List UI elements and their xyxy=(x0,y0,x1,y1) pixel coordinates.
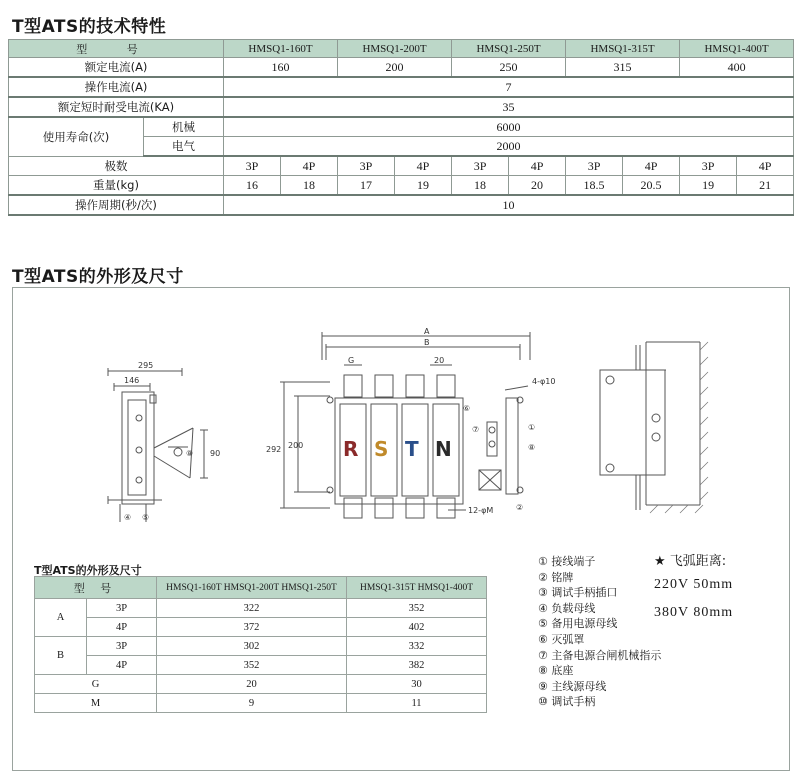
table-cell: 352 xyxy=(157,656,347,675)
table-cell: 6000 xyxy=(224,117,794,137)
table-row xyxy=(35,694,487,713)
weight-cell: 19 xyxy=(395,176,452,196)
table-cell: 402 xyxy=(347,618,487,637)
model-cell: HMSQ1-200T xyxy=(338,40,452,58)
dimension-table xyxy=(34,576,487,713)
model-label: 型 号 xyxy=(9,40,224,58)
right-view-drawing xyxy=(600,342,700,510)
callout-4: ④ xyxy=(124,513,132,522)
table-cell: 10 xyxy=(224,195,794,215)
pole-cell: 4P xyxy=(737,156,794,176)
model-cell: HMSQ1-315T xyxy=(566,40,680,58)
table-row xyxy=(35,618,487,637)
hole-12-label: 12-φM xyxy=(468,506,494,515)
weight-cell: 16 xyxy=(224,176,281,196)
pole-cell: 3P xyxy=(338,156,395,176)
pole-cell: 3P xyxy=(87,599,157,618)
dimension-header-row xyxy=(35,577,487,599)
dim-a-label: A xyxy=(424,327,430,336)
pole-cell: 3P xyxy=(566,156,623,176)
legend-item: ⑨ 主线源母线 xyxy=(538,679,607,693)
weight-cell: 18 xyxy=(281,176,338,196)
hole-4-label: 4-φ10 xyxy=(532,377,556,386)
arc-distance-220v: 220V 50mm xyxy=(654,577,734,592)
dimension-table-title: T型ATS的外形及尺寸 xyxy=(34,564,142,577)
dim-295-label: 295 xyxy=(138,361,154,370)
pole-cell: 4P xyxy=(87,618,157,637)
arc-distance-label: 飞弧距离: xyxy=(669,554,727,569)
weight-cell: 21 xyxy=(737,176,794,196)
phase-r: R xyxy=(343,437,359,461)
dim-letter: M xyxy=(35,694,157,713)
arc-distance-380v: 380V 80mm xyxy=(654,605,734,620)
table-cell: 9 xyxy=(157,694,347,713)
legend-item: ① 接线端子 xyxy=(538,555,596,568)
star-icon: ★ xyxy=(654,554,666,569)
pole-cell: 4P xyxy=(281,156,338,176)
dim-90-label: 90 xyxy=(210,449,221,458)
callout-7: ⑦ xyxy=(472,425,480,434)
arc-distance-note xyxy=(654,550,733,621)
legend-item: ⑦ 主备电源合闸机械指示 xyxy=(538,648,662,662)
pole-cell: 4P xyxy=(87,656,157,675)
callout-8: ⑧ xyxy=(186,449,194,458)
pole-cell: 3P xyxy=(224,156,281,176)
row-label: 操作电流(A) xyxy=(9,77,224,97)
pole-cell: 4P xyxy=(395,156,452,176)
table-cell: 332 xyxy=(347,637,487,656)
row-label: 额定短时耐受电流(KA) xyxy=(9,97,224,117)
pole-cell: 3P xyxy=(452,156,509,176)
model-cell: HMSQ1-250T xyxy=(452,40,566,58)
row-label: 极数 xyxy=(9,156,224,176)
callout-2: ② xyxy=(516,503,524,512)
legend-item: ③ 调试手柄插口 xyxy=(538,586,618,600)
callout-6: ⑥ xyxy=(463,404,471,413)
model-label: 型 号 xyxy=(35,577,157,599)
weight-cell: 20 xyxy=(509,176,566,196)
weight-cell: 17 xyxy=(338,176,395,196)
weight-cell: 18.5 xyxy=(566,176,623,196)
table-cell: 200 xyxy=(338,58,452,78)
table-cell: 20 xyxy=(157,675,347,694)
side-view-drawing xyxy=(108,368,208,522)
row-label: 额定电流(A) xyxy=(9,58,224,78)
table-cell: 400 xyxy=(680,58,794,78)
phase-s: S xyxy=(374,437,389,461)
pole-cell: 4P xyxy=(623,156,680,176)
table-cell: 352 xyxy=(347,599,487,618)
table-cell: 11 xyxy=(347,694,487,713)
legend-item: ⑩ 调试手柄 xyxy=(538,695,596,709)
table-cell: 7 xyxy=(224,77,794,97)
dim-b-label: B xyxy=(424,338,430,347)
table-cell: 372 xyxy=(157,618,347,637)
phase-t: T xyxy=(405,437,419,461)
wall-hatching xyxy=(650,342,708,513)
row-sublabel: 电气 xyxy=(144,137,224,157)
weight-cell: 20.5 xyxy=(623,176,680,196)
model-group-2: HMSQ1-315T HMSQ1-400T xyxy=(347,577,487,599)
callout-8-front: ⑧ xyxy=(528,443,536,452)
section-title-dimensions: T型ATS的外形及尺寸 xyxy=(12,267,184,287)
dim-letter: A xyxy=(35,599,87,637)
table-cell: 30 xyxy=(347,675,487,694)
model-cell: HMSQ1-400T xyxy=(680,40,794,58)
dim-letter: G xyxy=(35,675,157,694)
section-title-specs: T型ATS的技术特性 xyxy=(12,17,167,37)
callout-1: ① xyxy=(528,423,536,432)
table-row xyxy=(35,637,487,656)
legend-item: ⑤ 备用电源母线 xyxy=(538,617,618,631)
pole-cell: 3P xyxy=(680,156,737,176)
dim-146-label: 146 xyxy=(124,376,140,385)
dim-g-label: G xyxy=(348,356,355,365)
callout-5: ⑤ xyxy=(142,513,150,522)
weight-cell: 19 xyxy=(680,176,737,196)
row-label: 操作周期(秒/次) xyxy=(9,195,224,215)
legend-item: ④ 负载母线 xyxy=(538,601,596,615)
row-label: 重量(kg) xyxy=(9,176,224,196)
table-cell: 35 xyxy=(224,97,794,117)
table-cell: 302 xyxy=(157,637,347,656)
front-view-drawing xyxy=(280,332,530,518)
pole-cell: 3P xyxy=(87,637,157,656)
table-cell: 382 xyxy=(347,656,487,675)
dim-292-label: 292 xyxy=(266,445,282,454)
model-cell: HMSQ1-160T xyxy=(224,40,338,58)
table-cell: 160 xyxy=(224,58,338,78)
phase-n: N xyxy=(435,437,452,461)
table-row xyxy=(35,656,487,675)
dim-20-label: 20 xyxy=(434,356,445,365)
legend-item: ② 铭牌 xyxy=(538,570,574,584)
legend-item: ⑧ 底座 xyxy=(538,664,574,678)
component-legend xyxy=(538,554,661,710)
dim-letter: B xyxy=(35,637,87,675)
table-row xyxy=(35,675,487,694)
model-group-1: HMSQ1-160T HMSQ1-200T HMSQ1-250T xyxy=(157,577,347,599)
table-cell: 315 xyxy=(566,58,680,78)
pole-cell: 4P xyxy=(509,156,566,176)
row-label: 使用寿命(次) xyxy=(9,117,144,156)
legend-item: ⑥ 灭弧罩 xyxy=(538,632,585,646)
table-cell: 250 xyxy=(452,58,566,78)
row-sublabel: 机械 xyxy=(144,117,224,137)
table-cell: 2000 xyxy=(224,137,794,157)
table-row xyxy=(35,599,487,618)
weight-cell: 18 xyxy=(452,176,509,196)
table-cell: 322 xyxy=(157,599,347,618)
dim-200-label: 200 xyxy=(288,441,304,450)
